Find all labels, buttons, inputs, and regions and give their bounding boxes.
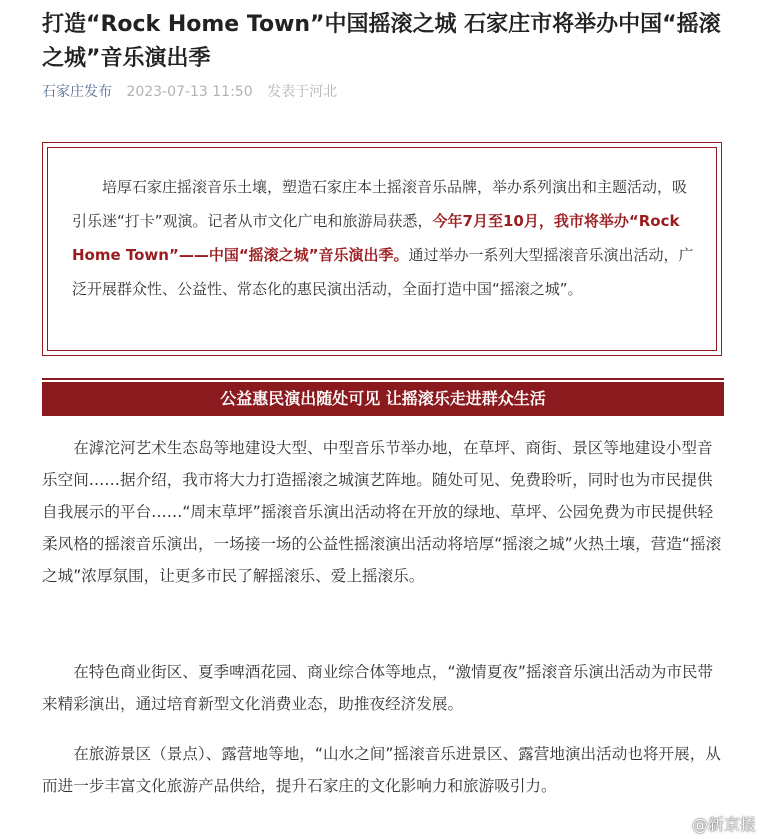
watermark-text: @新京报 [691, 815, 756, 834]
banner-divider [42, 378, 724, 380]
summary-highlight: 今年7月至10月，我市将举办“Rock Home Town”——中国“摇滚之城”音乐演出季。 [72, 212, 680, 264]
body-paragraph-2: 在特色商业街区、夏季啤酒花园、商业综合体等地点，“激情夏夜”摇滚音乐演出活动为市民带来精彩演出，通过培育新型文化消费业态，助推夜经济发展。 [42, 663, 714, 713]
publish-location: 发表于河北 [267, 84, 338, 100]
body-paragraph-3: 在旅游景区（景点）、露营地等地，“山水之间”摇滚音乐进景区、露营地演出活动也将开展，从而进一步丰富文化旅游产品供给，提升石家庄的文化影响力和旅游吸引力。 [42, 745, 721, 795]
section-heading: 公益惠民演出随处可见 让摇滚乐走进群众生活 [42, 382, 724, 416]
article-meta [42, 82, 337, 102]
summary-text-after: 通过举办一系列大型摇滚音乐演出活动，广泛开展群众性、公益性、常态化的惠民演出活动，全面打造中国“摇滚之城”。 [72, 246, 694, 298]
watermark [666, 812, 756, 835]
publish-time: 2023-07-13 11:50 [126, 84, 253, 100]
body-paragraph-1: 在滹沱河艺术生态岛等地建设大型、中型音乐节举办地，在草坪、商街、景区等地建设小型音乐空间……据介绍，我市将大力打造摇滚之城演艺阵地。随处可见、免费聆听，同时也为市民提供自我展示的平台……“周末草坪”摇滚音乐演出活动将在开放的绿地、草坪、公园免费为市民提供轻柔风格的摇滚音乐演出，一场接一场的公益性摇滚演出活动将培厚“摇滚之城”火热土壤，营造“摇滚之城”浓厚氛围，让更多市民了解摇滚乐、爱上摇滚乐。 [42, 439, 722, 585]
source-link[interactable]: 石家庄发布 [42, 84, 112, 100]
article-title: 打造“Rock Home Town”中国摇滚之城 石家庄市将举办中国“摇滚之城”音乐演出季 [42, 12, 721, 71]
summary-text [47, 147, 717, 351]
summary-text-before: 培厚石家庄摇滚音乐土壤，塑造石家庄本土摇滚音乐品牌，举办系列演出和主题活动，吸引乐迷“打卡”观演。记者从市文化广电和旅游局获悉， [72, 178, 688, 230]
weibo-icon [666, 815, 688, 833]
section-banner [42, 378, 724, 416]
summary-box [42, 142, 722, 356]
